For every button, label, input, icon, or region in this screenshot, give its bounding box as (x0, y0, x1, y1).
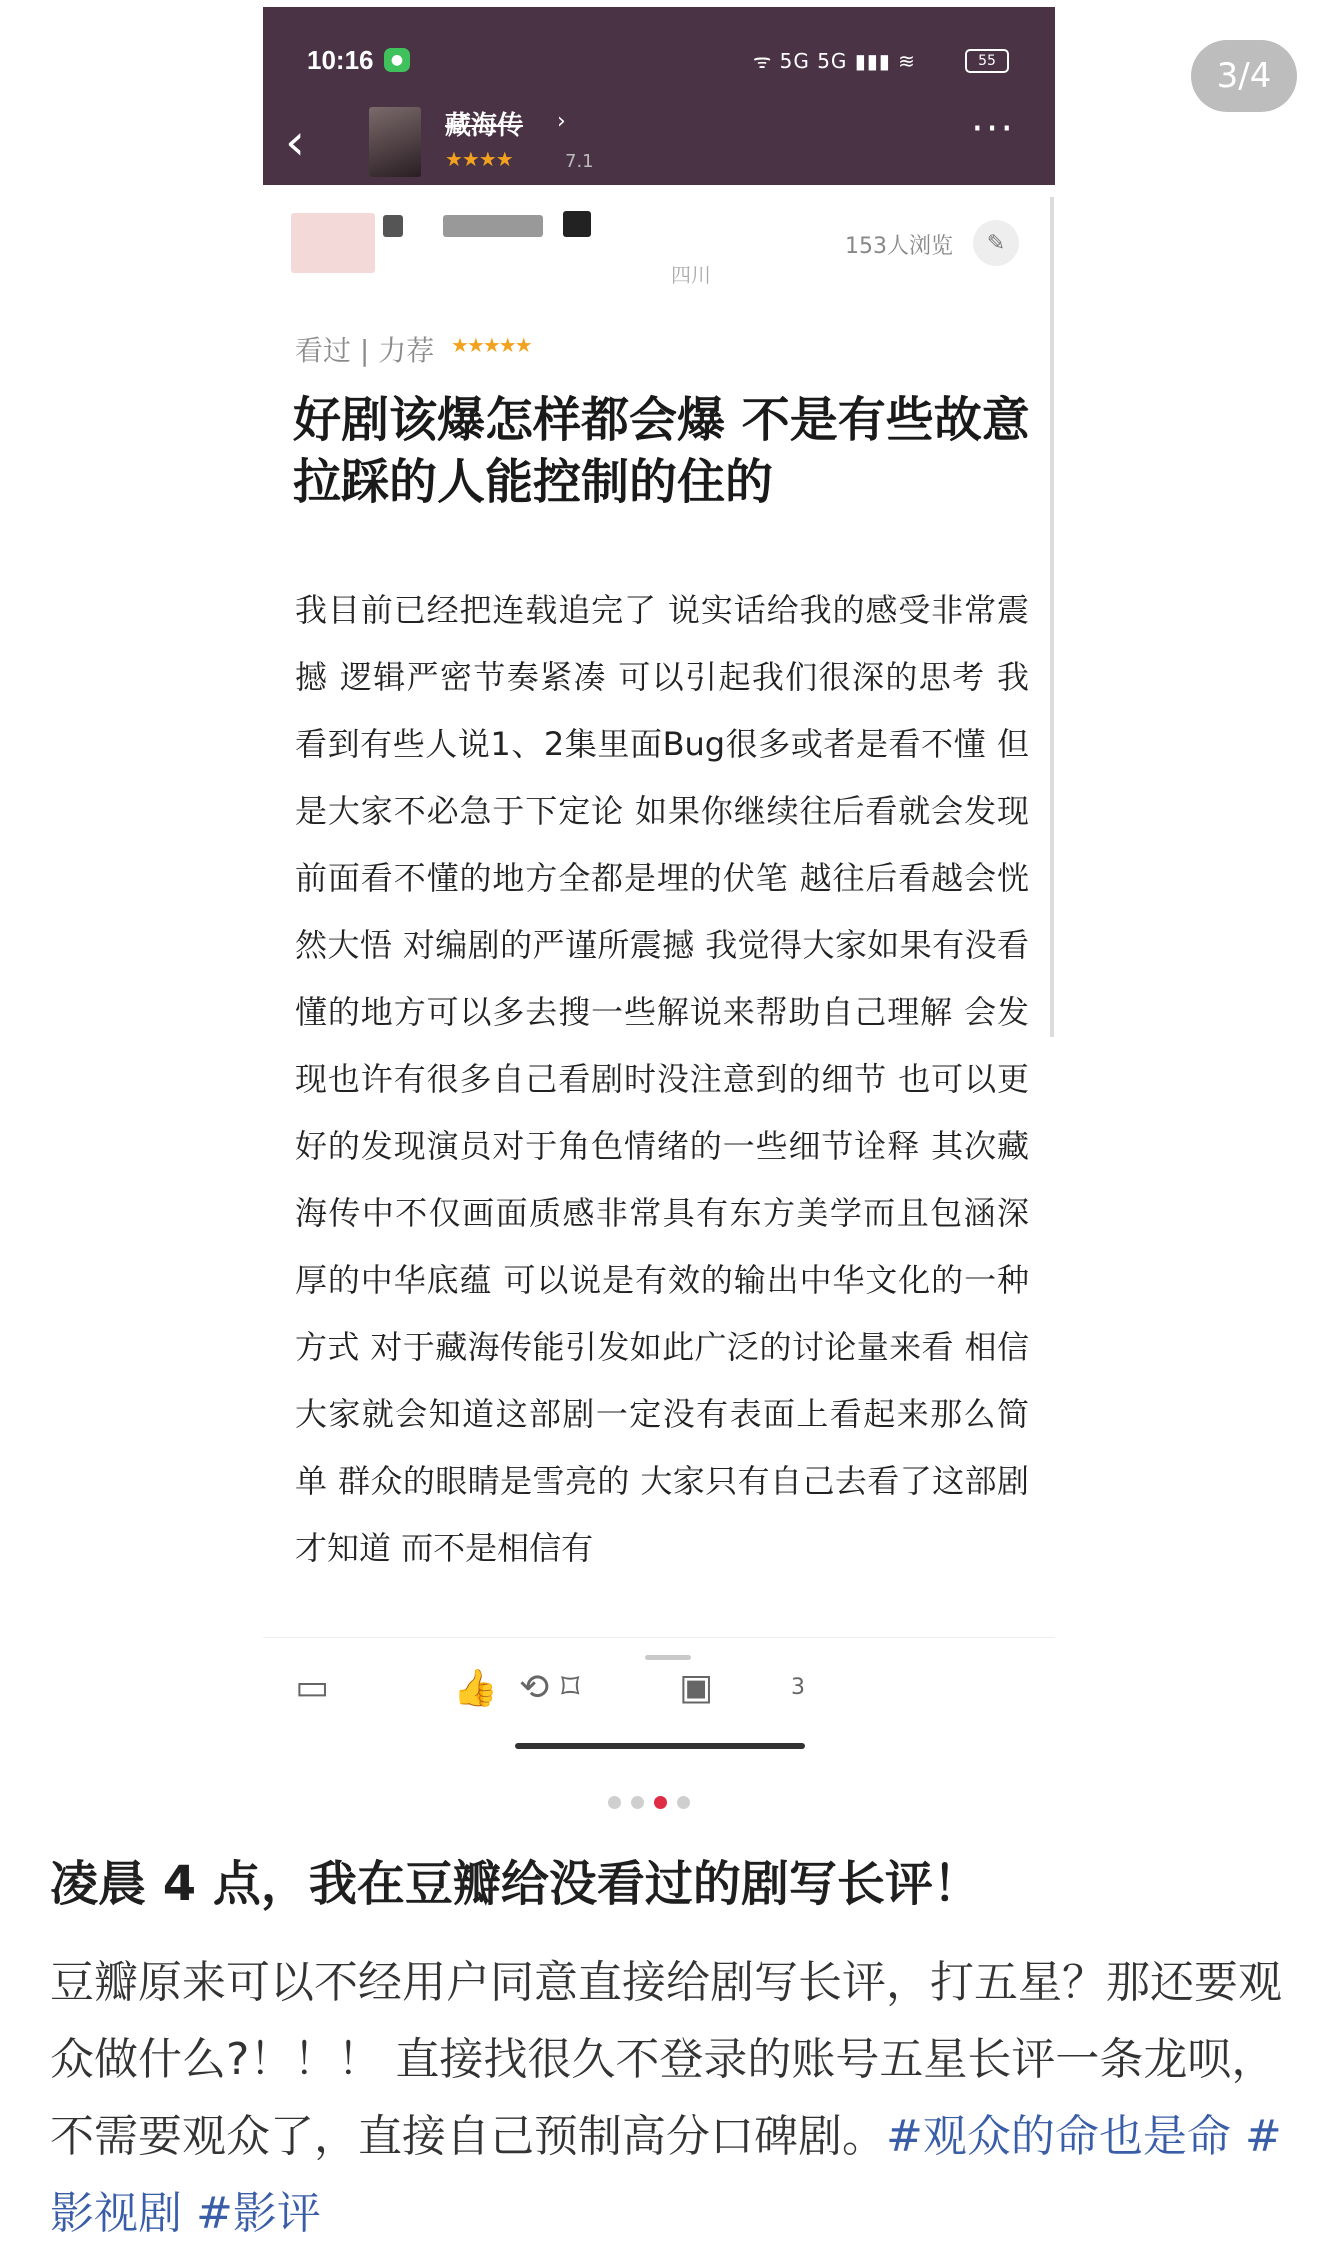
post-headline: 凌晨 4 点，我在豆瓣给没看过的剧写长评！ (50, 1856, 981, 1912)
back-icon[interactable]: ‹ (285, 113, 305, 171)
image-pager[interactable]: 3/4 (1191, 40, 1297, 112)
hashtag[interactable]: #影视剧 (50, 2111, 1282, 2239)
carousel-dot[interactable] (608, 1796, 621, 1809)
like-count: 3 (791, 1675, 805, 1700)
carousel-dots[interactable] (608, 1796, 690, 1809)
review-body: 我目前已经把连载追完了 说实话给我的感受非常震撼 逻辑严密节奏紧凑 可以引起我们很深的思考 我看到有些人说1、2集里面Bug很多或者是看不懂 但是大家不必急于下定论 如果你继续往后看就会发现前面看不懂的地方全都是埋的伏笔 越往后看越会恍然大悟 对编剧的严谨所震撼 我觉得大家如果有没看懂的地方可以多去搜一些解说来帮助自己理解 会发现也许有很多自己看剧时没注意到的细节 也可以更好的发现演员对于角色情绪的一些细节诠释 其次藏海传中不仅画面质感非常具有东方美学而且包涵深厚的中华底蕴 可以说是有效的输出中华文化的一种方式 对于藏海传能引发如此广泛的讨论量来看 相信大家就会知道这部剧一定没有表面上看起来那么简单 群众的眼睛是雪亮的 大家只有自己去看了这部剧才知道 而不是相信有 (295, 591, 1029, 1567)
bookmark-icon[interactable]: ⌑ (561, 1667, 580, 1708)
redacted-username (563, 211, 591, 237)
show-title[interactable]: 藏海传 (445, 111, 524, 141)
toolbar-handle[interactable] (645, 1655, 691, 1660)
hashtag[interactable]: #观众的命也是命 (886, 2111, 1231, 2162)
hashtag[interactable]: #影评 (196, 2188, 321, 2239)
review-stars: ★★★★★ (451, 333, 531, 357)
battery-icon: 55 (965, 49, 1009, 73)
carousel-dot[interactable] (677, 1796, 690, 1809)
seen-label: 看过 (295, 334, 352, 367)
edit-icon[interactable]: ✎ (973, 220, 1019, 266)
home-indicator (515, 1743, 805, 1749)
carousel-dot[interactable] (631, 1796, 644, 1809)
comment-icon[interactable]: ▭ (295, 1667, 330, 1708)
carousel-dot-active[interactable] (654, 1796, 667, 1809)
show-poster[interactable] (369, 107, 421, 177)
like-icon[interactable]: 👍 (453, 1668, 498, 1709)
post-body: 豆瓣原来可以不经用户同意直接给剧写长评，打五星？那还要观众做什么?！！！ 直接找很久不登录的账号五星长评一条龙呗，不需要观众了，直接自己预制高分口碑剧。 (50, 1957, 1282, 2162)
action-toolbar (263, 1637, 1055, 1718)
gift-icon[interactable]: ▣ (679, 1667, 714, 1708)
view-count: 153人浏览 (845, 234, 953, 259)
redacted-avatar (291, 213, 375, 273)
recommend-label: 力荐 (378, 334, 435, 367)
more-icon[interactable]: ··· (971, 106, 1016, 152)
show-stars: ★★★★ (445, 147, 513, 171)
review-title: 好剧该爆怎样都会爆 不是有些故意拉踩的人能控制的住的 (293, 392, 1030, 510)
redacted-username (443, 215, 543, 237)
redacted-username (383, 215, 403, 237)
scrollbar[interactable] (1050, 197, 1054, 1037)
review-status: 看过 | 力荐 (295, 334, 435, 367)
wechat-icon: ● (384, 48, 410, 72)
status-icons: ᯤ 5G 5G ▮▮▮ ≋ (753, 49, 916, 73)
chevron-right-icon[interactable]: › (557, 109, 566, 134)
show-rating: 7.1 (565, 151, 594, 172)
review-location: 四川 (671, 263, 711, 287)
repost-icon[interactable]: ⟲ (519, 1667, 550, 1708)
post-text (50, 1944, 1290, 2252)
phone-screenshot (263, 7, 1055, 1752)
status-time: 10:16 (307, 45, 374, 75)
app-header (263, 7, 1055, 185)
